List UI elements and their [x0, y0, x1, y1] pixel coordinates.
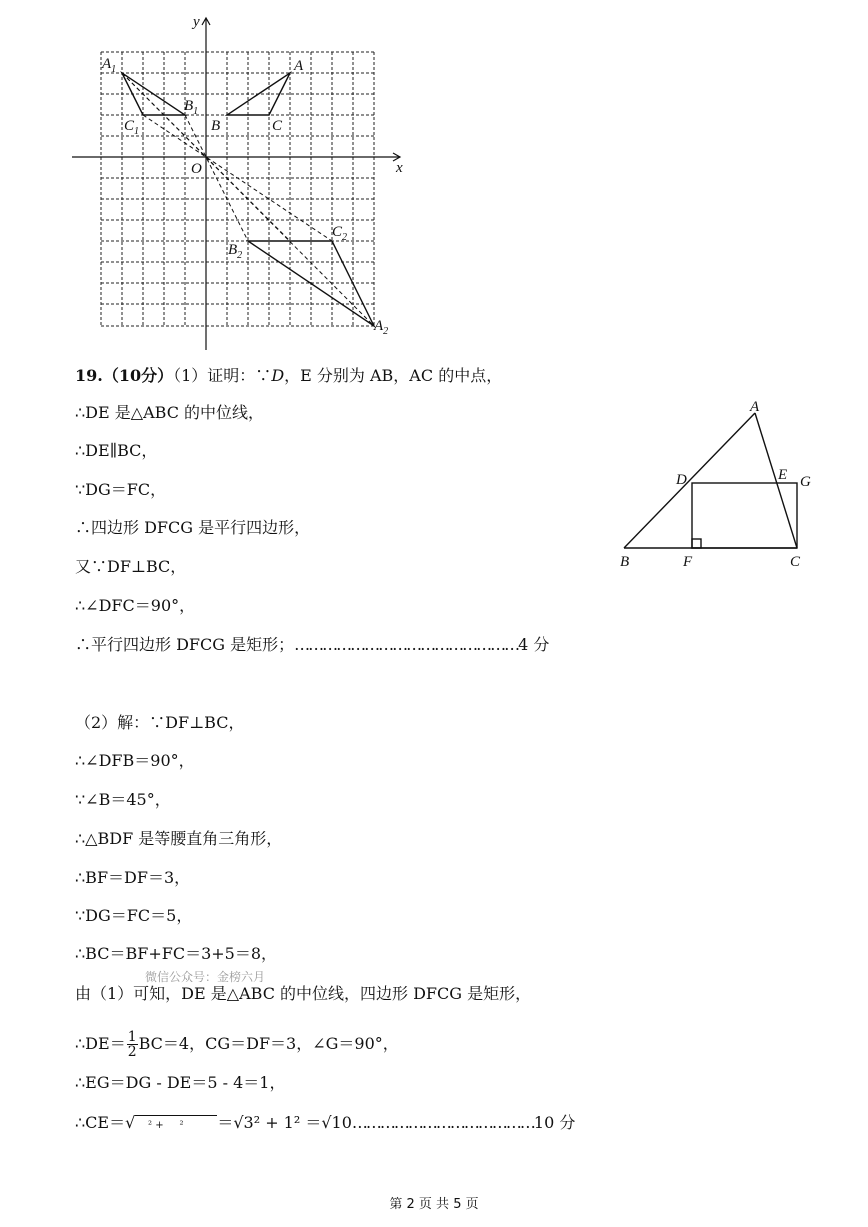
solution-line-2: ∴∠DFB＝90°， — [75, 751, 195, 770]
fig-label-C: C — [790, 554, 801, 570]
label-A2: $A_2$ — [374, 318, 389, 337]
label-A1: $A_1$ — [102, 56, 117, 75]
proof-line-8 — [75, 635, 549, 655]
solution-line-6: ∵DG＝FC＝5， — [75, 906, 193, 925]
solution-line-4: ∴△BDF 是等腰直角三角形， — [75, 829, 283, 848]
label-A: A — [294, 58, 304, 74]
solution-line-1: （2）解：∵DF⊥BC， — [75, 713, 245, 732]
page-footer: 第 2 页 共 5 页 — [389, 1197, 479, 1212]
solution-line-9 — [75, 1030, 399, 1059]
solution-line-9-a: ∴DE＝ — [75, 1034, 126, 1053]
proof-line-5: ∴四边形 DFCG 是平行四边形， — [75, 518, 311, 537]
solution-line-11-dots: ………………………………… — [351, 1113, 534, 1132]
proof-line-2: ∴DE 是△ABC 的中位线， — [75, 403, 265, 422]
fraction-denominator: 2 — [127, 1044, 137, 1060]
solution-line-5: ∴BF＝DF＝3， — [75, 868, 191, 887]
origin-label: O — [191, 161, 202, 177]
label-C: C — [272, 118, 283, 134]
fig-label-G: G — [800, 474, 811, 490]
fig-label-B: B — [620, 554, 630, 570]
axes — [72, 18, 400, 350]
label-B: B — [211, 118, 221, 134]
fig-label-E: E — [778, 467, 788, 483]
part1-intro: （1）证明：∵ — [173, 366, 272, 385]
triangle-figure — [612, 395, 822, 575]
proof-line-8-dots: ………………………………………… — [294, 635, 519, 654]
fraction-one-half — [127, 1030, 138, 1059]
sqrt-broken-expression: ² + ² — [135, 1115, 217, 1136]
coordinate-graph — [60, 10, 420, 355]
fig-label-D: D — [676, 472, 687, 488]
proof-line-4: ∵DG＝FC， — [75, 480, 167, 499]
label-C2: $C_2$ — [332, 224, 348, 243]
point-D: D — [271, 366, 285, 385]
part1-line1-rest: ，E 分别为 AB，AC 的中点， — [284, 366, 503, 385]
proof-line-8-text: ∴平行四边形 DFCG 是矩形； — [75, 635, 295, 654]
proof-line-8-score: 4 分 — [518, 635, 550, 654]
fraction-numerator: 1 — [127, 1029, 137, 1045]
q19-heading-line — [75, 366, 502, 386]
solution-line-7: ∴BC＝BF+FC＝3+5＝8， — [75, 944, 278, 963]
proof-line-7: ∴∠DFC＝90°， — [75, 596, 196, 615]
proof-line-6: 又∵DF⊥BC， — [75, 557, 187, 576]
solution-line-11-score: 10 分 — [533, 1113, 576, 1132]
label-C1: $C_1$ — [124, 118, 140, 137]
solution-line-11-a: ∴CE＝ — [75, 1113, 126, 1132]
solution-line-3: ∵∠B＝45°， — [75, 790, 171, 809]
axis-x-label: x — [396, 160, 403, 176]
label-B2: $B_2$ — [228, 242, 243, 261]
question-number: 19. — [75, 366, 103, 385]
solution-line-10: ∴EG＝DG - DE＝5 - 4＝1， — [75, 1073, 286, 1092]
watermark: 微信公众号：金榜六月 — [145, 970, 266, 984]
solution-line-11 — [75, 1113, 575, 1136]
solution-line-9-b: BC＝4，CG＝DF＝3，∠G＝90°， — [138, 1034, 399, 1053]
solution-line-11-c: ＝√3² + 1² ＝√10 — [217, 1113, 352, 1132]
proof-line-3: ∴DE∥BC， — [75, 441, 158, 460]
fig-label-F: F — [683, 554, 693, 570]
question-score: （10分） — [102, 366, 174, 385]
solution-line-8: 由（1）可知，DE 是△ABC 的中位线，四边形 DFCG 是矩形， — [75, 984, 532, 1003]
label-B1: $B_1$ — [184, 98, 199, 117]
axis-y-label: y — [193, 14, 200, 30]
sqrt-symbol: √ — [125, 1113, 136, 1132]
fig-label-A: A — [750, 399, 760, 415]
